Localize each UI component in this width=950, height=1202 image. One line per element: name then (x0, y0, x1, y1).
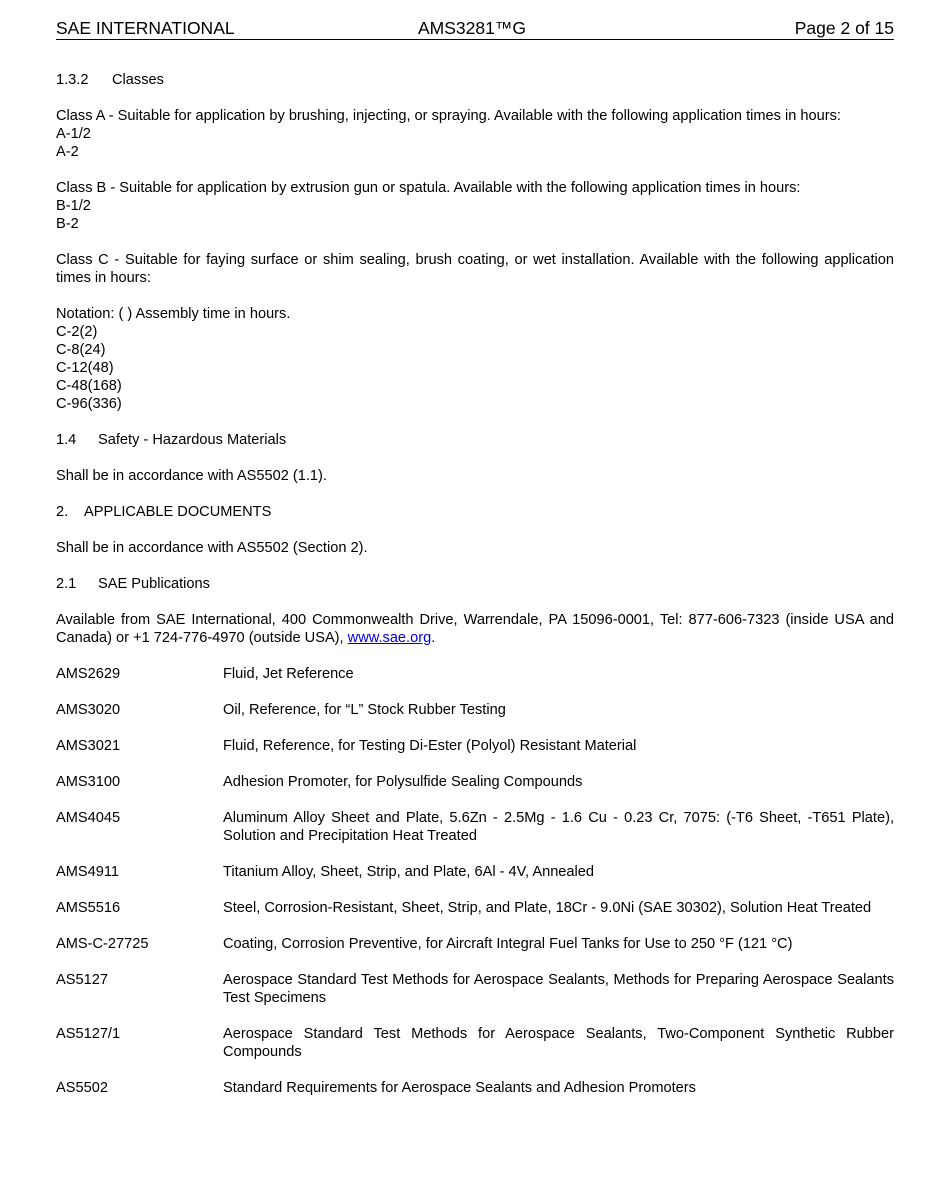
reference-title: Titanium Alloy, Sheet, Strip, and Plate, 6Al - 4V, Annealed (223, 864, 595, 880)
class-b-item: B-2 (56, 216, 79, 232)
reference-row (56, 863, 894, 881)
sae-website-link[interactable]: www.sae.org (347, 630, 432, 646)
section-1-4-text: Shall be in accordance with AS5502 (1.1). (56, 468, 327, 484)
class-b-item: B-1/2 (56, 198, 91, 214)
reference-row (56, 971, 894, 1007)
reference-title: Oil, Reference, for “L” Stock Rubber Testing (223, 702, 506, 718)
class-c-list (56, 305, 894, 413)
reference-code: AS5127 (56, 972, 108, 988)
class-c-notation: Notation: ( ) Assembly time in hours. (56, 306, 291, 322)
reference-title: Standard Requirements for Aerospace Sealants and Adhesion Promoters (223, 1080, 696, 1096)
reference-row (56, 1079, 894, 1097)
section-1-4-heading: 1.4 Safety - Hazardous Materials (56, 432, 287, 448)
class-c-item: C-2(2) (56, 324, 98, 340)
class-c-item: C-12(48) (56, 360, 114, 376)
reference-code: AMS4045 (56, 810, 121, 826)
class-b-block (56, 179, 894, 233)
class-c-text: Class C - Suitable for faying surface or shim sealing, brush coating, or wet installation. Available with the following application times in hours: (56, 252, 894, 286)
reference-title: Fluid, Reference, for Testing Di-Ester (Polyol) Resistant Material (223, 738, 637, 754)
header-document-id: AMS3281™G (418, 18, 526, 38)
reference-title: Fluid, Jet Reference (223, 666, 354, 682)
reference-code: AMS-C-27725 (56, 936, 149, 952)
reference-title: Coating, Corrosion Preventive, for Aircraft Integral Fuel Tanks for Use to 250 °F (121 °C) (223, 936, 793, 952)
section-2-text: Shall be in accordance with AS5502 (Section 2). (56, 540, 368, 556)
class-a-block (56, 107, 894, 161)
reference-code: AMS3020 (56, 702, 121, 718)
section-2-heading: 2. APPLICABLE DOCUMENTS (56, 504, 272, 520)
reference-code: AMS2629 (56, 666, 121, 682)
reference-row (56, 899, 894, 917)
reference-code: AMS4911 (56, 864, 120, 880)
reference-code: AMS3021 (56, 738, 121, 754)
reference-code: AMS5516 (56, 900, 121, 916)
header-page-number: Page 2 of 15 (794, 18, 894, 38)
class-c-item: C-48(168) (56, 378, 122, 394)
class-a-item: A-1/2 (56, 126, 91, 142)
reference-row (56, 737, 894, 755)
reference-row (56, 773, 894, 791)
reference-row (56, 809, 894, 845)
reference-title: Aluminum Alloy Sheet and Plate, 5.6Zn - 2.5Mg - 1.6 Cu - 0.23 Cr, 7075: (-T6 Sheet, -T651 Plate), Solution and Precipitation Heat Treated (223, 810, 894, 844)
reference-row (56, 1025, 894, 1061)
document-body (56, 71, 894, 1115)
section-2-1-text: Available from SAE International, 400 Commonwealth Drive, Warrendale, PA 15096-0001, Tel: 877-606-7323 (inside USA and Canada) or +1 724-776-4970 (outside USA), www.sae.org. (56, 612, 894, 646)
class-a-item: A-2 (56, 144, 79, 160)
reference-title: Aerospace Standard Test Methods for Aerospace Sealants, Two-Component Synthetic Rubber Compounds (223, 1026, 894, 1060)
reference-code: AS5502 (56, 1080, 108, 1096)
section-2-1-heading: 2.1 SAE Publications (56, 576, 210, 592)
class-b-text: Class B - Suitable for application by extrusion gun or spatula. Available with the following application times in hours: (56, 180, 801, 196)
reference-row (56, 935, 894, 953)
reference-code: AMS3100 (56, 774, 121, 790)
header-organization: SAE INTERNATIONAL (56, 18, 235, 38)
section-1-3-2-heading: 1.3.2 Classes (56, 72, 164, 88)
class-c-item: C-8(24) (56, 342, 106, 358)
page-header (56, 17, 894, 40)
reference-title: Adhesion Promoter, for Polysulfide Sealing Compounds (223, 774, 583, 790)
reference-title: Aerospace Standard Test Methods for Aerospace Sealants, Methods for Preparing Aerospace Sealants Test Specimens (223, 972, 894, 1006)
class-a-text: Class A - Suitable for application by brushing, injecting, or spraying. Available with the following application times in hours: (56, 108, 841, 124)
reference-row (56, 665, 894, 683)
reference-code: AS5127/1 (56, 1026, 121, 1042)
reference-title: Steel, Corrosion-Resistant, Sheet, Strip, and Plate, 18Cr - 9.0Ni (SAE 30302), Solution Heat Treated (223, 900, 872, 916)
reference-row (56, 701, 894, 719)
class-c-item: C-96(336) (56, 396, 122, 412)
